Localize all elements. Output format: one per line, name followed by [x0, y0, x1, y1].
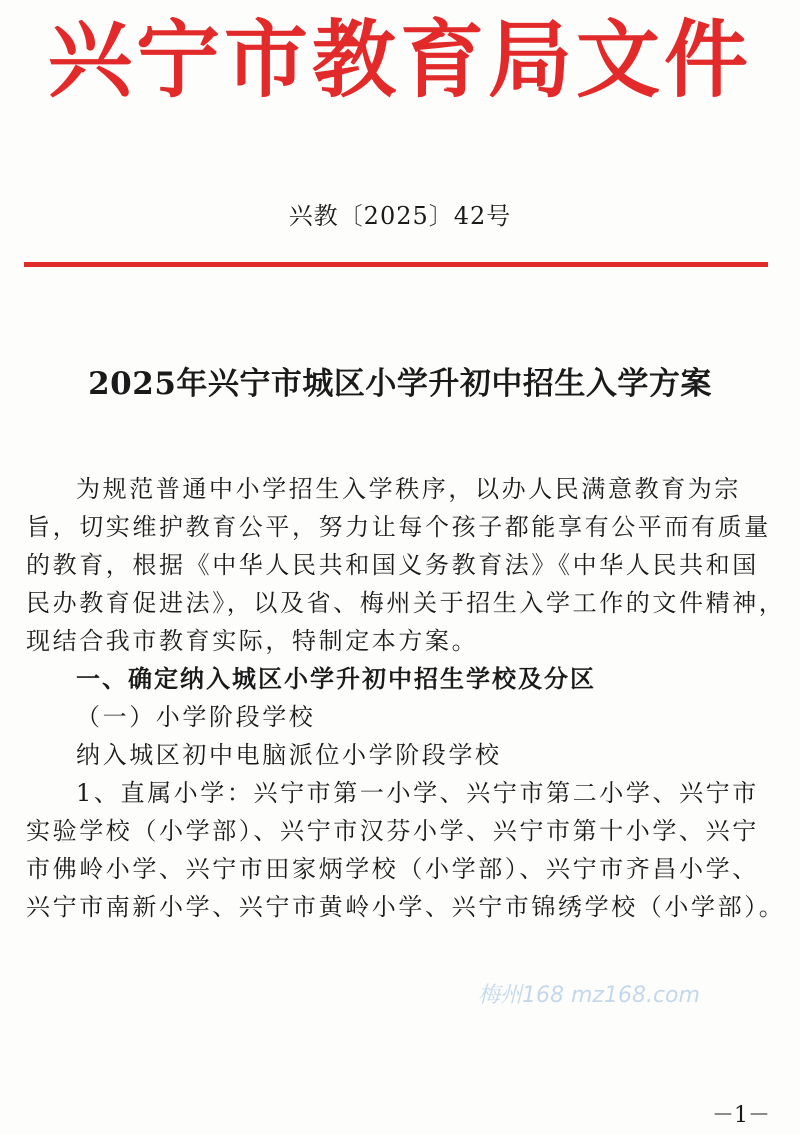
intro-line: 为规范普通中小学招生入学秩序，以办人民满意教育为宗: [76, 475, 741, 503]
subsection-intro: 纳入城区初中电脑派位小学阶段学校: [76, 741, 502, 769]
intro-line: 旨，切实维护教育公平，努力让每个孩子都能享有公平而有质量: [26, 513, 771, 541]
intro-line: 民办教育促进法》，以及省、梅州关于招生入学工作的文件精神，: [26, 589, 786, 617]
list-item-line: 1、直属小学：兴宁市第一小学、兴宁市第二小学、兴宁市: [76, 779, 759, 807]
intro-line: 的教育，根据《中华人民共和国义务教育法》《中华人民共和国: [26, 551, 759, 579]
page-number: －1－: [712, 1103, 770, 1128]
document-body: [26, 470, 786, 926]
document-title: 2025年兴宁市城区小学升初中招生入学方案: [88, 366, 712, 402]
list-item-line: 兴宁市南新小学、兴宁市黄岭小学、兴宁市锦绣学校（小学部）。: [26, 893, 786, 921]
masthead-title: 兴宁市教育局文件: [47, 11, 752, 109]
section-heading: 一、确定纳入城区小学升初中招生学校及分区: [76, 665, 596, 693]
document-number: 兴教〔2025〕42号: [288, 202, 512, 230]
intro-line: 现结合我市教育实际，特制定本方案。: [26, 627, 479, 655]
site-watermark: 梅州168 mz168.com: [478, 983, 700, 1008]
list-item-line: 实验学校（小学部）、兴宁市汉芬小学、兴宁市第十小学、兴宁: [26, 817, 759, 845]
list-item-line: 市佛岭小学、兴宁市田家炳学校（小学部）、兴宁市齐昌小学、: [26, 855, 759, 883]
red-divider-line: [24, 262, 768, 267]
subsection-heading: （一）小学阶段学校: [76, 703, 316, 731]
